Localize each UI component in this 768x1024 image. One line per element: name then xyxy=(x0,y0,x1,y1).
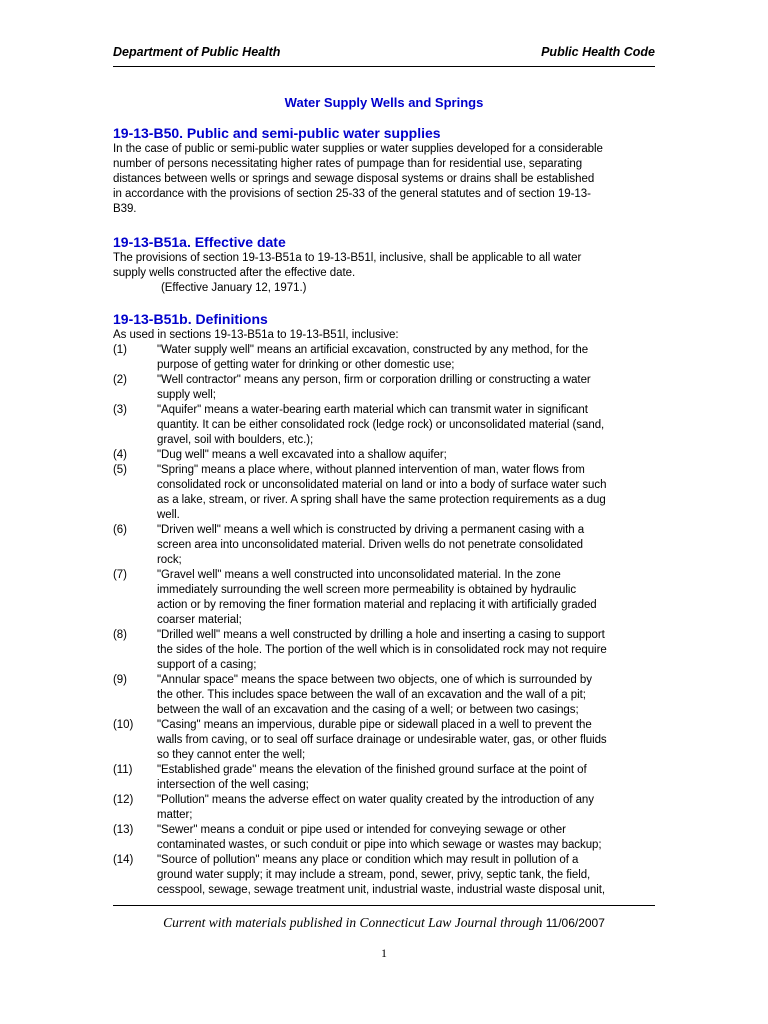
definition-text xyxy=(157,568,658,628)
definition-number: (2) xyxy=(113,374,127,386)
text-line: "Pollution" means the adverse effect on water quality created by the introduction of any xyxy=(157,794,594,806)
definition-text xyxy=(157,823,658,853)
definition-text xyxy=(157,373,658,403)
definition-number: (6) xyxy=(113,524,127,536)
definition-number: (9) xyxy=(113,674,127,686)
page-footer xyxy=(0,915,768,931)
definition-number: (5) xyxy=(113,464,127,476)
footer-rule xyxy=(113,905,655,906)
definitions-list xyxy=(113,343,658,898)
definition-text xyxy=(157,523,658,568)
text-line: "Dug well" means a well excavated into a shallow aquifer; xyxy=(157,449,447,461)
definition-item xyxy=(113,673,658,718)
text-line: so they cannot enter the well; xyxy=(157,749,306,761)
document-title: Water Supply Wells and Springs xyxy=(284,95,484,110)
text-line: "Established grade" means the elevation of the finished ground surface at the point of xyxy=(157,764,587,776)
text-line: The provisions of section 19-13-B51a to 19-13-B51l, inclusive, shall be applicable to all water xyxy=(113,252,582,264)
text-line: well. xyxy=(157,509,180,521)
definition-item xyxy=(113,793,658,823)
text-line: ground water supply; it may include a stream, pond, sewer, privy, septic tank, the field, xyxy=(157,869,591,881)
text-line: "Gravel well" means a well constructed into unconsolidated material. In the zone xyxy=(157,569,561,581)
definitions-intro: As used in sections 19-13-B51a to 19-13-B51l, inclusive: xyxy=(113,329,399,341)
text-line: immediately surrounding the well screen more permeability is obtained by hydraulic xyxy=(157,584,577,596)
text-line: "Well contractor" means any person, firm or corporation drilling or constructing a water xyxy=(157,374,591,386)
text-line: purpose of getting water for drinking or other domestic use; xyxy=(157,359,455,371)
text-line: number of persons necessitating higher rates of pumpage than for residential use, separating xyxy=(113,158,583,170)
definition-number: (8) xyxy=(113,629,127,641)
text-line: rock; xyxy=(157,554,182,566)
text-line: quantity. It can be either consolidated rock (ledge rock) or unconsolidated material (sand, xyxy=(157,419,605,431)
footer-date: 11/06/2007 xyxy=(545,916,605,930)
text-line: "Annular space" means the space between two objects, one of which is surrounded by xyxy=(157,674,592,686)
definition-item xyxy=(113,343,658,373)
definition-number: (13) xyxy=(113,824,134,836)
text-line: supply well; xyxy=(157,389,216,401)
text-line: supply wells constructed after the effective date. xyxy=(113,267,356,279)
text-line: between the wall of an excavation and the casing of a well; or between two casings; xyxy=(157,704,579,716)
text-line: "Spring" means a place where, without planned intervention of man, water flows from xyxy=(157,464,585,476)
definition-item xyxy=(113,853,658,898)
section-b51b xyxy=(113,310,658,898)
definition-text xyxy=(157,793,658,823)
text-line: the other. This includes space between the wall of an excavation and the wall of a pit; xyxy=(157,689,586,701)
definition-text xyxy=(157,448,658,463)
text-line: contaminated wastes, or such conduit or pipe into which sewage or wastes may backup; xyxy=(157,839,602,851)
definition-number: (14) xyxy=(113,854,134,866)
text-line: "Drilled well" means a well constructed by drilling a hole and inserting a casing to support xyxy=(157,629,605,641)
text-line: screen area into unconsolidated material. Driven wells do not penetrate consolidated xyxy=(157,539,584,551)
definition-item xyxy=(113,628,658,673)
section-b51a xyxy=(113,233,658,296)
text-line: "Driven well" means a well which is constructed by driving a permanent casing with a xyxy=(157,524,585,536)
header-department: Department of Public Health xyxy=(113,45,281,59)
definition-text xyxy=(157,853,658,898)
text-line: intersection of the well casing; xyxy=(157,779,309,791)
section-b51a-heading: 19-13-B51a. Effective date xyxy=(113,234,286,250)
effective-date-note: (Effective January 12, 1971.) xyxy=(161,282,307,294)
definition-text xyxy=(157,463,658,523)
text-line: "Sewer" means a conduit or pipe used or intended for conveying sewage or other xyxy=(157,824,566,836)
definition-item xyxy=(113,523,658,568)
section-b50 xyxy=(113,124,658,217)
definition-item xyxy=(113,448,658,463)
definition-item xyxy=(113,568,658,628)
definition-item xyxy=(113,763,658,793)
text-line: coarser material; xyxy=(157,614,242,626)
definition-number: (12) xyxy=(113,794,134,806)
text-line: matter; xyxy=(157,809,193,821)
text-line: as a lake, stream, or river. A spring shall have the same protection requirements as a dug xyxy=(157,494,606,506)
page-number: 1 xyxy=(381,946,387,960)
text-line: action or by removing the finer formation material and replacing it with artificially graded xyxy=(157,599,597,611)
text-line: "Aquifer" means a water-bearing earth material which can transmit water in significant xyxy=(157,404,588,416)
section-b50-heading: 19-13-B50. Public and semi-public water supplies xyxy=(113,125,441,141)
text-line: "Casing" means an impervious, durable pipe or sidewall placed in a well to prevent the xyxy=(157,719,592,731)
definition-number: (11) xyxy=(113,764,133,776)
section-b51a-body xyxy=(113,251,658,296)
text-line: cesspool, sewage, sewage treatment unit, industrial waste, industrial waste disposal unit, xyxy=(157,884,606,896)
page-header xyxy=(113,45,655,59)
definition-text xyxy=(157,343,658,373)
definition-number: (3) xyxy=(113,404,127,416)
definition-item xyxy=(113,823,658,853)
definition-item xyxy=(113,718,658,763)
definition-number: (7) xyxy=(113,569,127,581)
footer-text: Current with materials published in Connecticut Law Journal through xyxy=(163,915,543,930)
text-line: support of a casing; xyxy=(157,659,257,671)
definition-item xyxy=(113,403,658,448)
text-line: gravel, soil with boulders, etc.); xyxy=(157,434,314,446)
text-line: "Water supply well" means an artificial excavation, constructed by any method, for the xyxy=(157,344,589,356)
text-line: consolidated rock or unconsolidated material on land or into a body of surface water such xyxy=(157,479,607,491)
definition-item xyxy=(113,463,658,523)
definition-item xyxy=(113,373,658,403)
header-code-title: Public Health Code xyxy=(541,45,655,59)
text-line: B39. xyxy=(113,203,137,215)
definition-number: (10) xyxy=(113,719,134,731)
text-line: distances between wells or springs and sewage disposal systems or drains shall be established xyxy=(113,173,595,185)
text-line: the sides of the hole. The portion of the well which is in consolidated rock may not require xyxy=(157,644,607,656)
definition-text xyxy=(157,673,658,718)
definition-text xyxy=(157,763,658,793)
definition-text xyxy=(157,718,658,763)
section-b50-body xyxy=(113,142,658,217)
definition-number: (1) xyxy=(113,344,127,356)
text-line: in accordance with the provisions of section 25-33 of the general statutes and of section 19-13- xyxy=(113,188,591,200)
text-line: In the case of public or semi-public water supplies or water supplies developed for a considerable xyxy=(113,143,603,155)
definition-number: (4) xyxy=(113,449,127,461)
section-b51b-heading: 19-13-B51b. Definitions xyxy=(113,311,268,327)
definition-text xyxy=(157,403,658,448)
header-rule xyxy=(113,66,655,67)
text-line: "Source of pollution" means any place or condition which may result in pollution of a xyxy=(157,854,579,866)
definition-text xyxy=(157,628,658,673)
text-line: walls from caving, or to seal off surface drainage or undesirable water, gas, or other fluids xyxy=(157,734,607,746)
